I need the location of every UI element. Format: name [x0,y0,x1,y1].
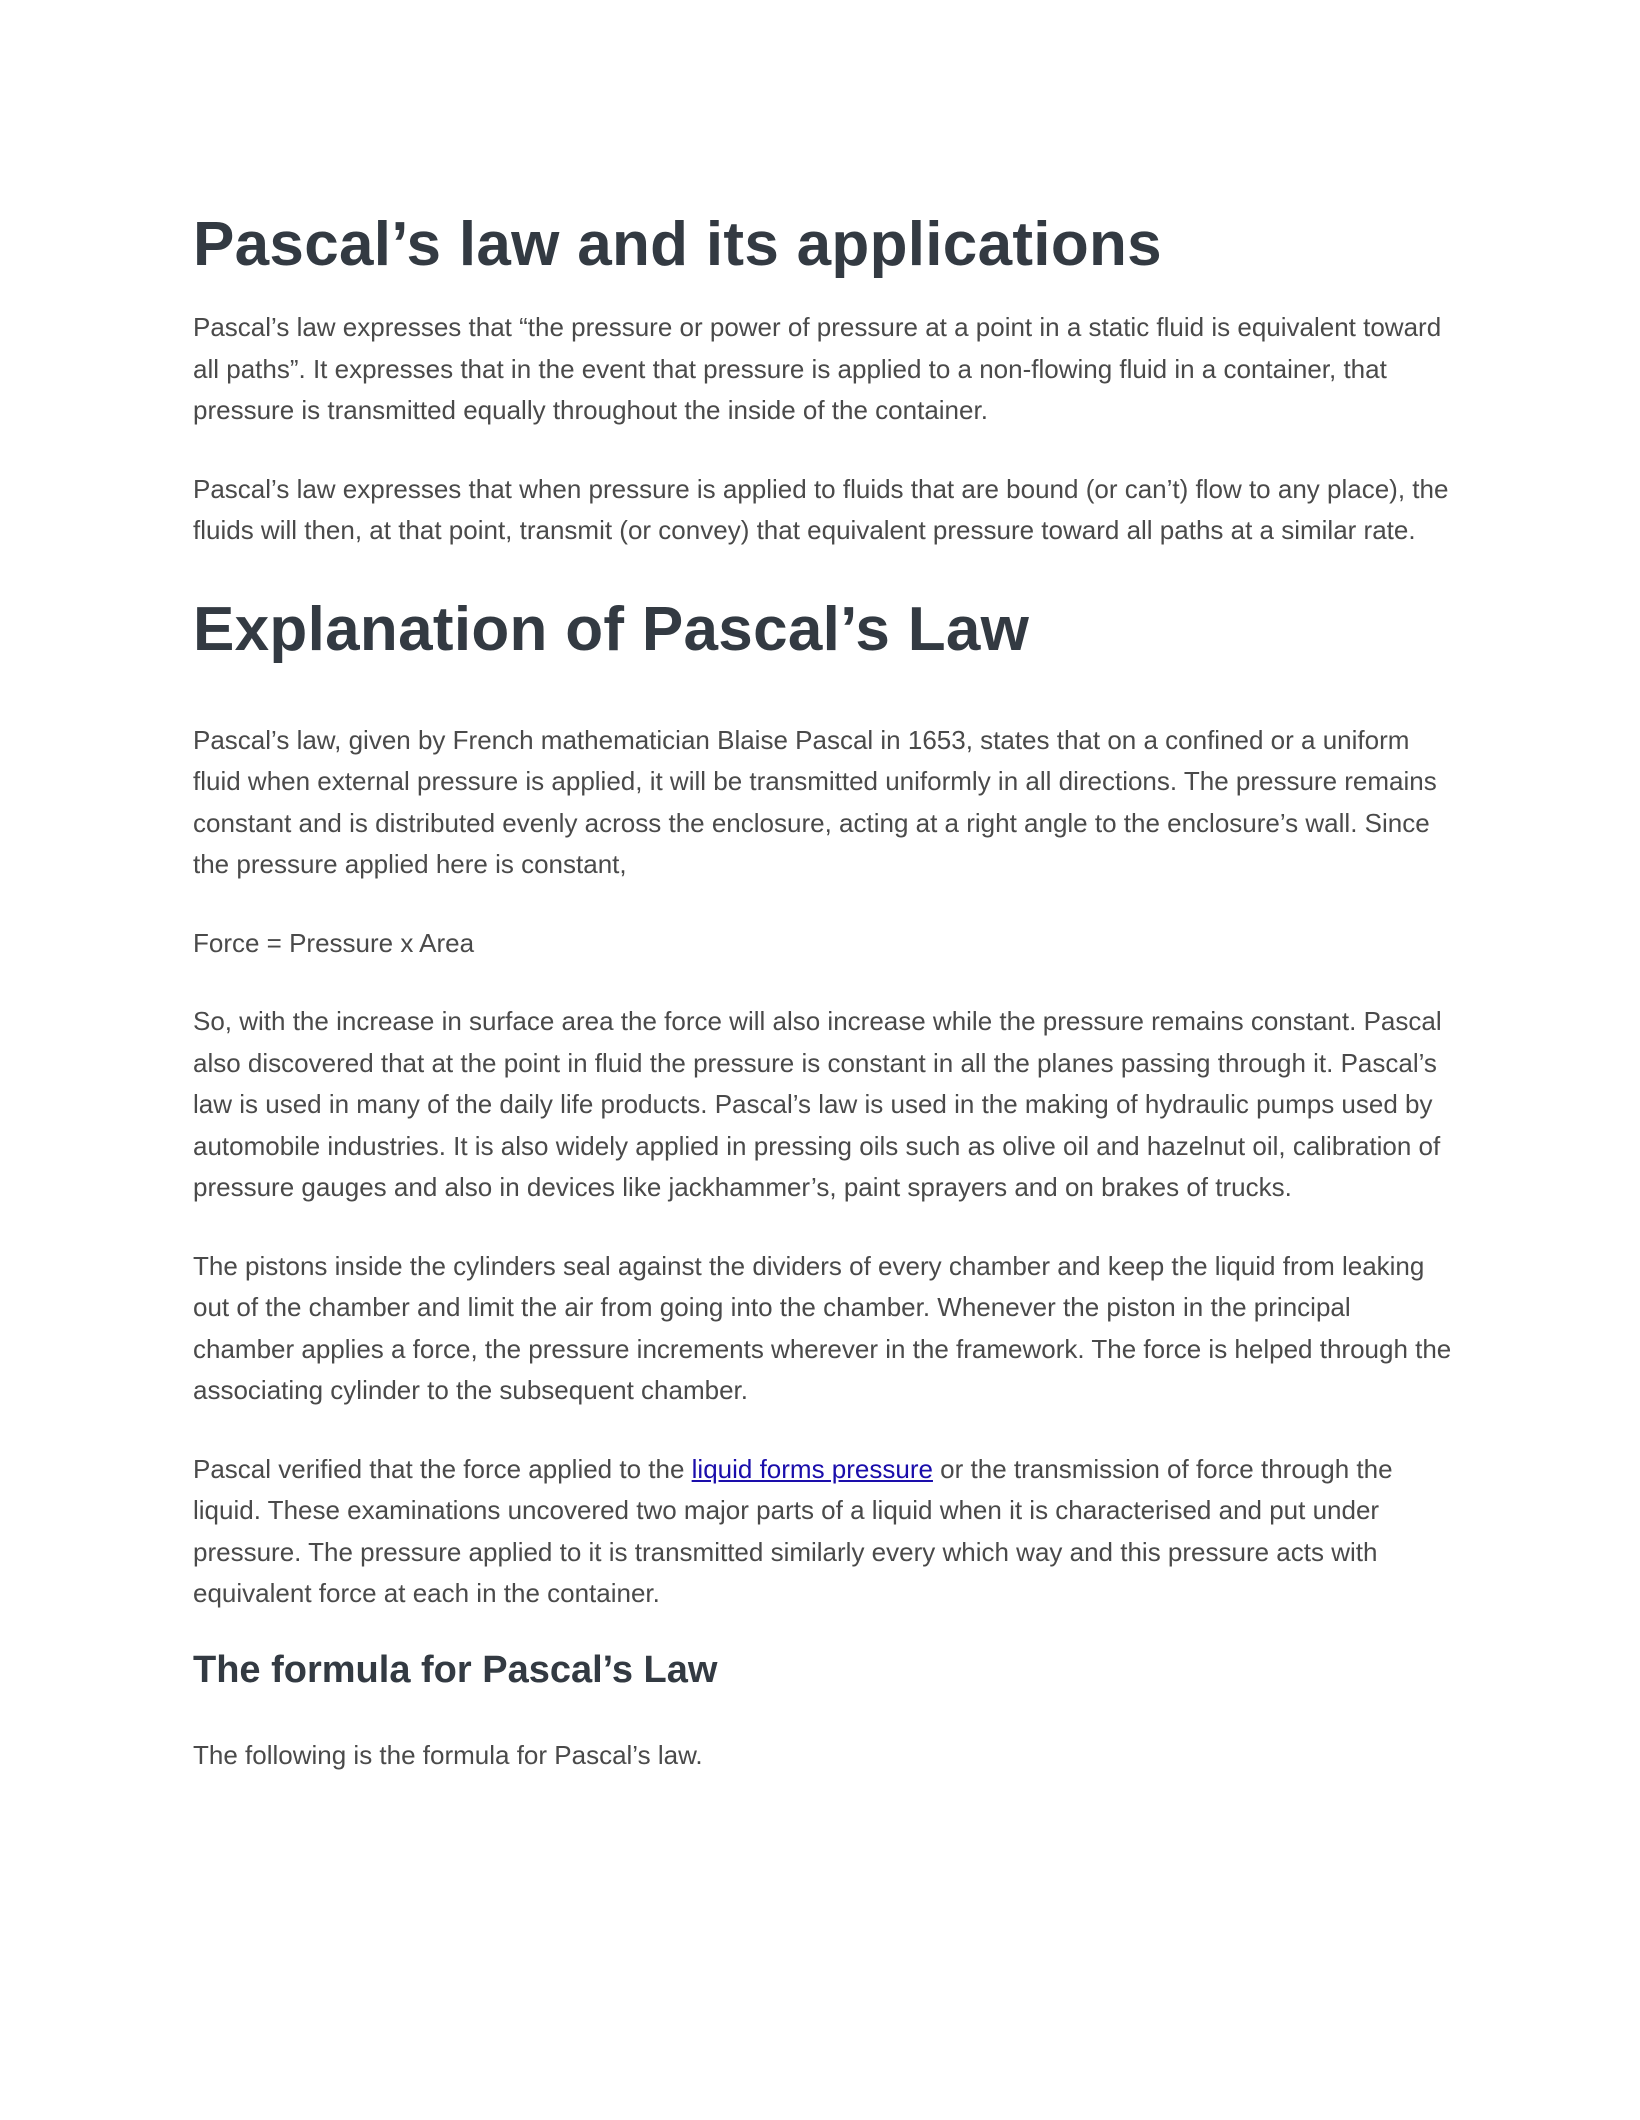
formula-intro: The following is the formula for Pascal’s law. [193,1739,703,1770]
paragraph-text-after-link: or the transmission of force through the liquid. These examinations uncovered two major parts of a liquid when it is characterised and put under pressure. The pressure applied to it is transmitted similarly every which way and this pressure acts with equivalent force at each in the container. [193,1453,1393,1608]
paragraph-text-before-link: Pascal verified that the force applied to the [193,1453,692,1484]
explanation-paragraph-3: The pistons inside the cylinders seal against the dividers of every chamber and keep the liquid from leaking out of the chamber and limit the air from going into the chamber. Whenever the piston in the principal chamber applies a force, the pressure increments wherever in the framework. The force is helped through the associating cylinder to the subsequent chamber. [193,1250,1452,1405]
intro-paragraph-2: Pascal’s law expresses that when pressure is applied to fluids that are bound (or can’t) flow to any place), the fluids will then, at that point, transmit (or convey) that equivalent pressure toward all paths at a similar rate. [193,473,1449,545]
explanation-paragraph-2: So, with the increase in surface area the force will also increase while the pressure remains constant. Pascal also discovered that at the point in fluid the pressure is constant in all the planes passing through it. Pascal’s law is used in many of the daily life products. Pascal’s law is used in the making of hydraulic pumps used by automobile industries. It is also widely applied in pressing oils such as olive oil and hazelnut oil, calibration of pressure gauges and also in devices like jackhammer’s, paint sprayers and on brakes of trucks. [193,1006,1442,1202]
explanation-paragraph-4 [193,1449,1453,1615]
formula-line: Force = Pressure x Area [193,927,475,958]
formula-heading: The formula for Pascal’s Law [193,1648,718,1691]
document-page [193,205,1453,1776]
intro-paragraph-1: Pascal’s law expresses that “the pressure or power of pressure at a point in a static fluid is equivalent toward all paths”. It expresses that in the event that pressure is applied to a non-flowing fluid in a container, that pressure is transmitted equally throughout the inside of the container. [193,312,1442,425]
explanation-paragraph-1: Pascal’s law, given by French mathematician Blaise Pascal in 1653, states that on a confined or a uniform fluid when external pressure is applied, it will be transmitted uniformly in all directions. The pressure remains constant and is distributed evenly across the enclosure, acting at a right angle to the enclosure’s wall. Since the pressure applied here is constant, [193,724,1437,879]
explanation-heading: Explanation of Pascal’s Law [193,594,1030,664]
page-title: Pascal’s law and its applications [193,210,1162,279]
liquid-forms-pressure-link[interactable]: liquid forms pressure [691,1453,933,1484]
